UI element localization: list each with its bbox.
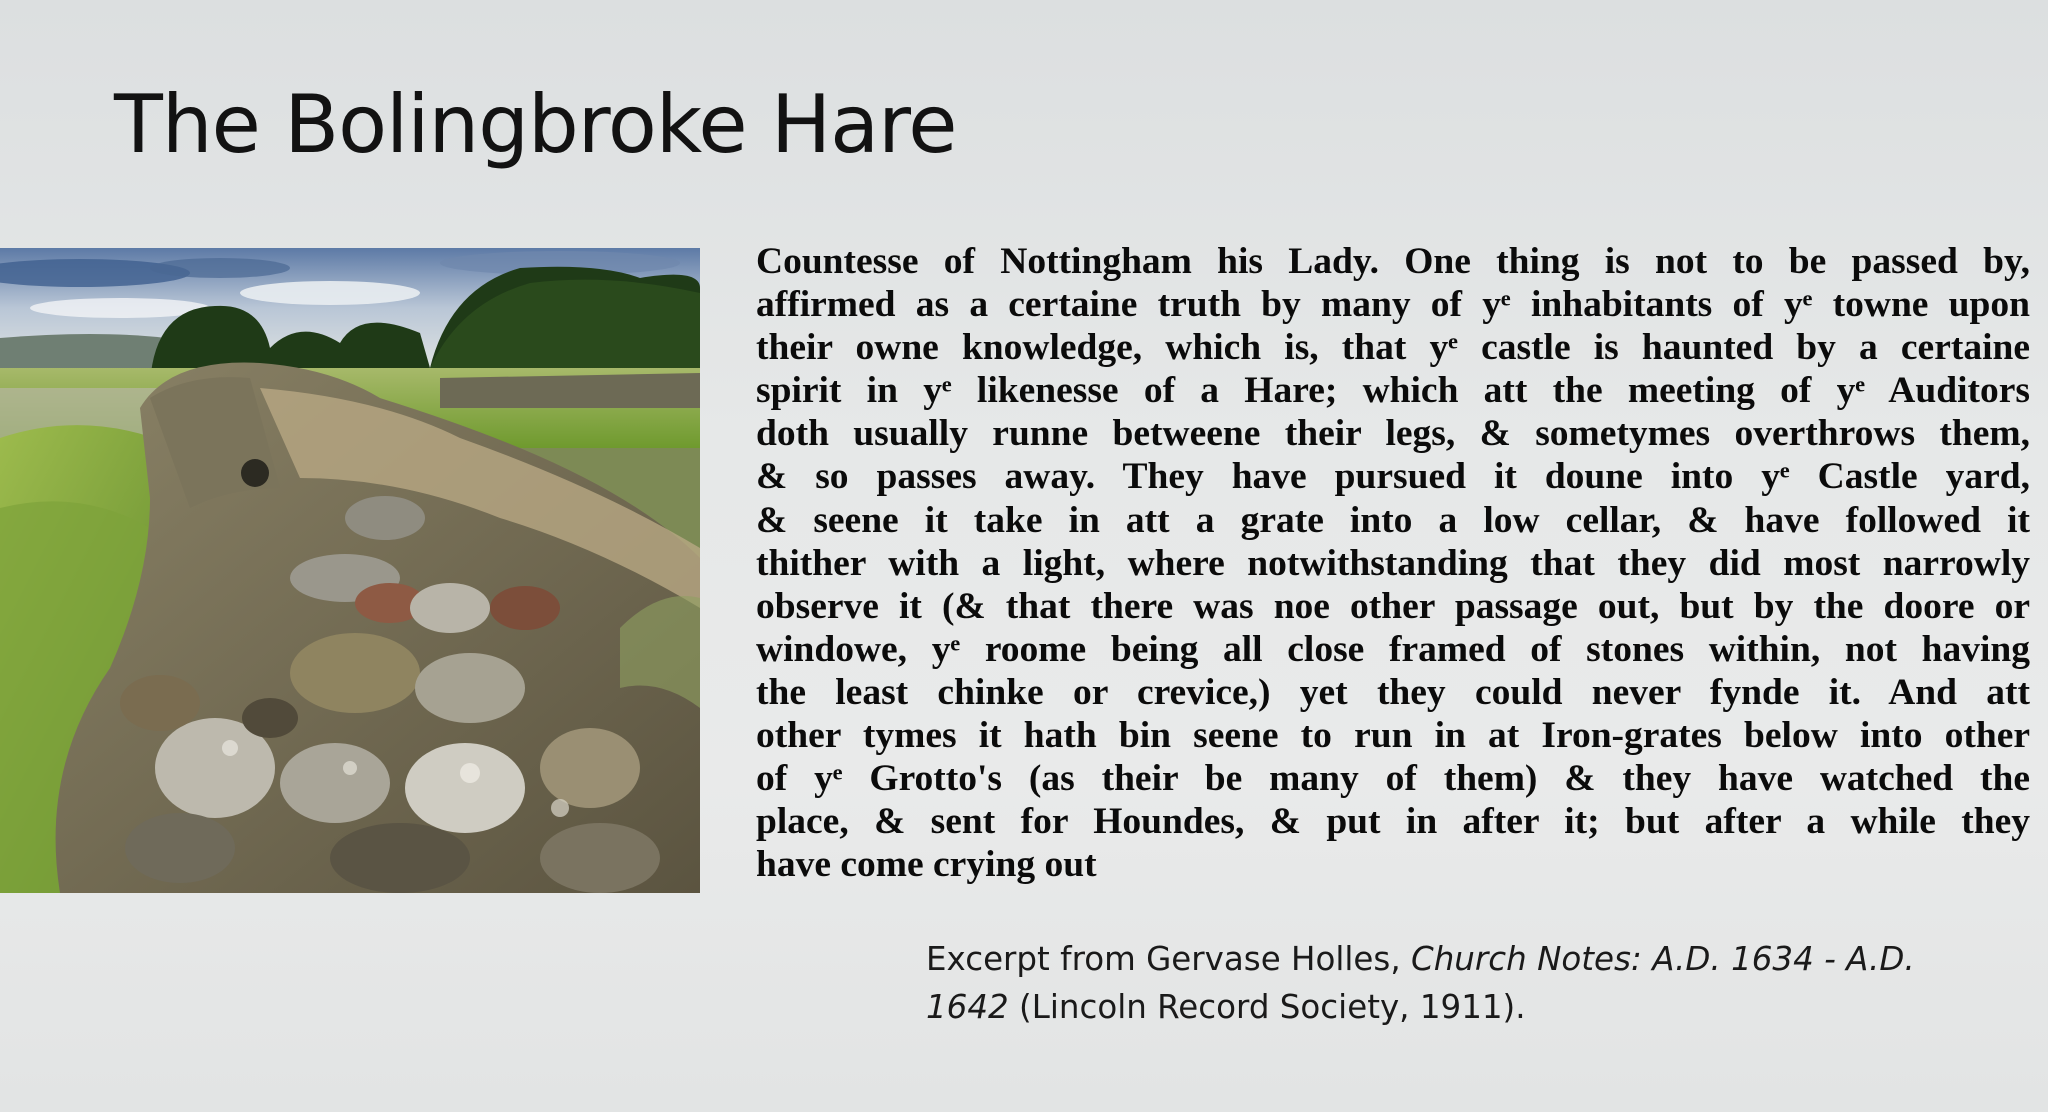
page-title: The Bolingbroke Hare: [114, 78, 957, 171]
caption-prefix: Excerpt from Gervase Holles,: [926, 940, 1412, 978]
excerpt-line: other tymes it hath bin seene to run in at Iron-grates below into other: [756, 715, 2030, 757]
excerpt-line: place, & sent for Houndes, & put in after it; but after a while they: [756, 801, 2030, 843]
source-caption: [926, 935, 1986, 1031]
excerpt-line: & so passes away. They have pursued it doune into yᵉ Castle yard,: [756, 456, 2030, 498]
caption-book-title-cont: 1642: [926, 988, 1009, 1026]
excerpt-line: Countesse of Nottingham his Lady. One thing is not to be passed by,: [756, 241, 2030, 282]
excerpt-line: the least chinke or crevice,) yet they could never fynde it. And att: [756, 671, 2030, 713]
excerpt-line: have come crying out: [756, 844, 1097, 886]
excerpt-line: windowe, yᵉ roome being all close framed of stones within, not having: [756, 628, 2030, 670]
excerpt-line: affirmed as a certaine truth by many of yᵉ inhabitants of yᵉ towne upon: [756, 284, 2030, 326]
excerpt-line: their owne knowledge, which is, that yᵉ castle is haunted by a certaine: [756, 327, 2030, 369]
excerpt-line: spirit in yᵉ likenesse of a Hare; which att the meeting of yᵉ Auditors: [756, 370, 2030, 412]
excerpt-line: doth usually runne betweene their legs, & sometymes overthrows them,: [756, 413, 2030, 455]
excerpt-line: thither with a light, where notwithstanding that they did most narrowly: [756, 542, 2030, 584]
caption-suffix: (Lincoln Record Society, 1911).: [1008, 988, 1526, 1026]
caption-book-title: Church Notes: A.D. 1634 - A.D.: [1411, 940, 1915, 978]
excerpt-text: [756, 240, 2030, 886]
excerpt-line: of yᵉ Grotto's (as their be many of them) & they have watched the: [756, 758, 2030, 800]
castle-ruin-photo: [0, 248, 700, 893]
excerpt-line: & seene it take in att a grate into a low cellar, & have followed it: [756, 499, 2030, 541]
excerpt-line: observe it (& that there was noe other passage out, but by the doore or: [756, 585, 2030, 627]
